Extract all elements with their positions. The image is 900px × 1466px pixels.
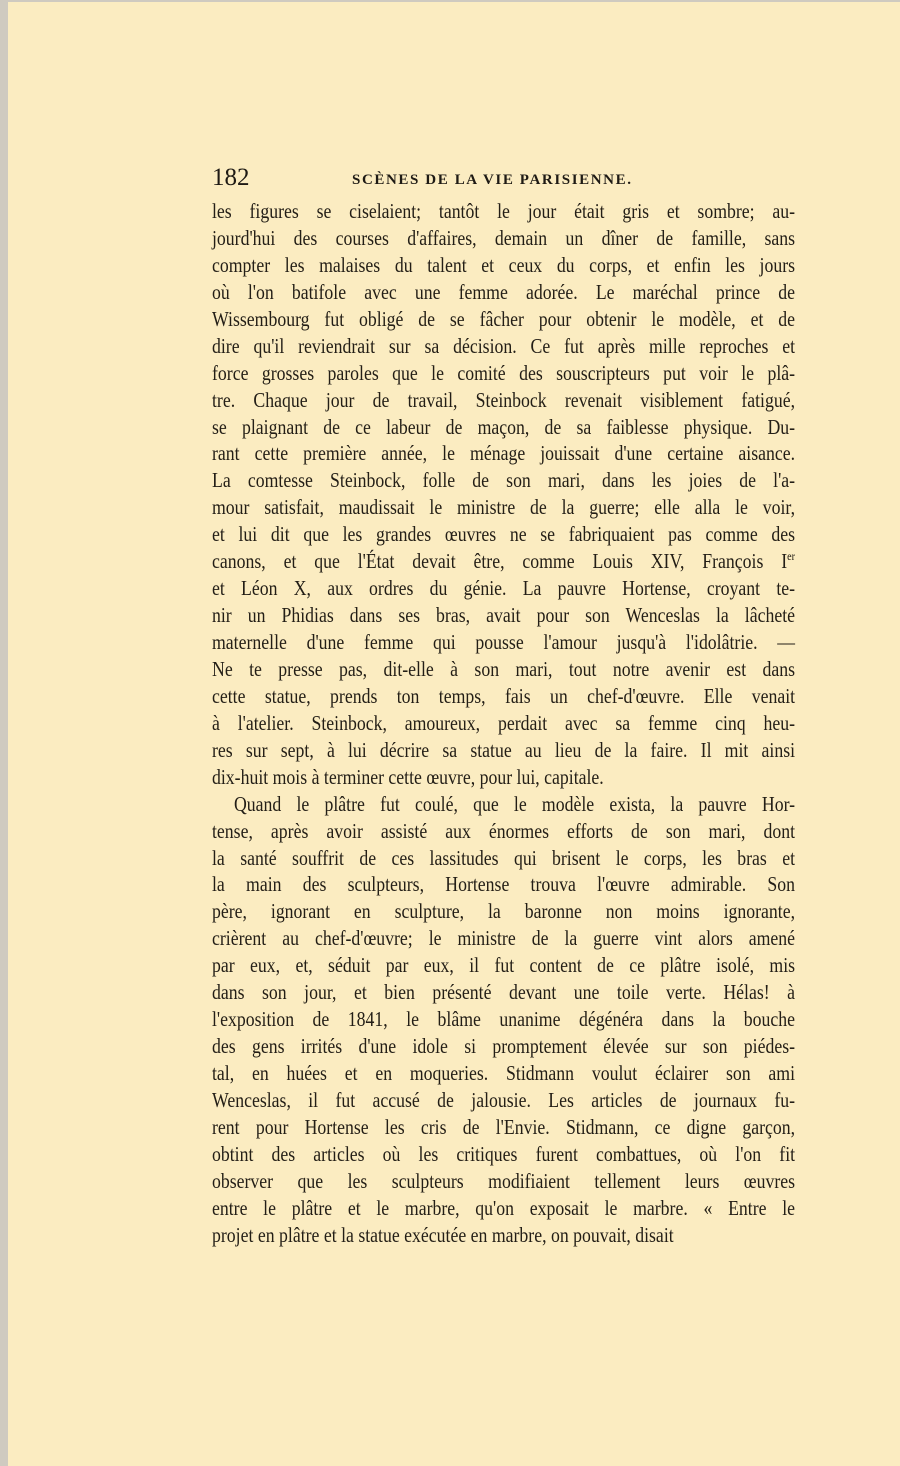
page-header <box>212 164 804 194</box>
line-text: jourd'hui des courses d'affaires, demain un dîner de famille, sans <box>212 225 796 250</box>
text-line <box>212 1006 795 1033</box>
line-text: crièrent au chef-d'œuvre; le ministre de la guerre vint alors amené <box>212 926 796 951</box>
text-line <box>212 1141 795 1168</box>
text-line <box>212 548 795 575</box>
text-line <box>212 494 795 521</box>
page-number: 182 <box>212 164 250 191</box>
line-text: Quand le plâtre fut coulé, que le modèle exista, la pauvre Hor- <box>233 791 796 816</box>
line-text: l'exposition de 1841, le blâme unanime dégénéra dans la bouche <box>212 1007 796 1032</box>
text-line <box>212 252 795 279</box>
line-text: Wenceslas, il fut accusé de jalousie. Les articles de journaux fu- <box>212 1087 796 1112</box>
line-text: rant cette première année, le ménage jouissait d'une certaine aisance. <box>212 441 796 466</box>
line-text: dans son jour, et bien présenté devant une toile verte. Hélas! à <box>212 980 796 1005</box>
line-text: mour satisfait, maudissait le ministre de la guerre; elle alla le voir, <box>212 495 796 520</box>
text-line <box>212 683 795 710</box>
text-line <box>212 198 795 225</box>
line-text: La comtesse Steinbock, folle de son mari, dans les joies de l'a- <box>212 468 796 493</box>
line-text: dire qu'il reviendrait sur sa décision. Ce fut après mille reproches et <box>212 333 796 358</box>
text-line <box>212 845 795 872</box>
line-text: rent pour Hortense les cris de l'Envie. Stidmann, ce digne garçon, <box>212 1114 796 1139</box>
line-text: père, ignorant en sculpture, la baronne non moins ignorante, <box>212 899 796 924</box>
text-line <box>212 575 795 602</box>
text-line <box>212 602 795 629</box>
text-line <box>212 656 795 683</box>
line-text: tre. Chaque jour de travail, Steinbock revenait visiblement fatigué, <box>212 387 796 412</box>
text-line <box>212 1114 795 1141</box>
line-text: par eux, et, séduit par eux, il fut content de ce plâtre isolé, mis <box>212 953 796 978</box>
line-text: et Léon X, aux ordres du génie. La pauvre Hortense, croyant te- <box>212 576 796 601</box>
text-line <box>212 925 795 952</box>
page-body <box>212 198 795 1249</box>
text-line <box>212 1168 795 1195</box>
line-text: nir un Phidias dans ses bras, avait pour son Wenceslas la lâcheté <box>212 603 796 628</box>
line-text: des gens irrités d'une idole si promptement élevée sur son piédes- <box>212 1034 796 1059</box>
line-text: maternelle d'une femme qui pousse l'amour jusqu'à l'idolâtrie. — <box>212 630 796 654</box>
superscript: er <box>787 549 796 564</box>
text-line <box>212 1195 795 1222</box>
line-text: observer que les sculpteurs modifiaient tellement leurs œuvres <box>212 1168 796 1193</box>
line-text: se plaignant de ce labeur de maçon, de sa faiblesse physique. Du- <box>212 414 796 439</box>
text-line <box>212 1222 795 1249</box>
line-text: Ne te presse pas, dit-elle à son mari, tout notre avenir est dans <box>212 656 796 681</box>
line-text: la santé souffrit de ces lassitudes qui brisent le corps, les bras et <box>212 845 796 870</box>
paragraph-2 <box>212 791 795 1249</box>
text-line <box>212 710 795 737</box>
text-line <box>212 791 795 818</box>
text-line <box>212 467 795 494</box>
text-line <box>212 1033 795 1060</box>
text-line <box>212 1087 795 1114</box>
text-line <box>212 360 795 387</box>
line-text: res sur sept, à lui décrire sa statue au lieu de la faire. Il mit ainsi <box>212 737 796 762</box>
text-line <box>212 818 795 845</box>
text-line <box>212 440 795 467</box>
text-line <box>212 279 795 306</box>
running-head: SCÈNES DE LA VIE PARISIENNE. <box>352 172 633 188</box>
text-line <box>212 979 795 1006</box>
line-text: à l'atelier. Steinbock, amoureux, perdait avec sa femme cinq heu- <box>212 710 796 735</box>
text-line <box>212 225 795 252</box>
line-text: obtint des articles où les critiques furent combattues, où l'on fit <box>212 1141 796 1166</box>
line-text: canons, et que l'État devait être, comme Louis XIV, François I <box>212 549 788 574</box>
line-text: projet en plâtre et la statue exécutée en marbre, on pouvait, disait <box>212 1222 674 1247</box>
text-line <box>212 521 795 548</box>
line-text: tense, après avoir assisté aux énormes efforts de son mari, dont <box>212 818 796 843</box>
text-line <box>212 737 795 764</box>
line-text: où l'on batifole avec une femme adorée. Le maréchal prince de <box>212 279 796 304</box>
text-line <box>212 871 795 898</box>
line-text: Wissembourg fut obligé de se fâcher pour obtenir le modèle, et de <box>212 306 796 331</box>
line-text: force grosses paroles que le comité des souscripteurs put voir le plâ- <box>212 360 796 385</box>
line-text: cette statue, prends ton temps, fais un chef-d'œuvre. Elle venait <box>212 683 796 708</box>
text-line <box>212 629 795 656</box>
line-text: la main des sculpteurs, Hortense trouva l'œuvre admirable. Son <box>212 872 796 897</box>
text-line <box>212 952 795 979</box>
text-line <box>212 898 795 925</box>
text-line <box>212 387 795 414</box>
paragraph-1 <box>212 198 795 791</box>
line-text: tal, en huées et en moqueries. Stidmann voulut éclairer son ami <box>212 1061 796 1085</box>
line-text: compter les malaises du talent et ceux du corps, et enfin les jours <box>212 252 796 277</box>
line-text: les figures se ciselaient; tantôt le jour était gris et sombre; au- <box>212 199 796 223</box>
text-line <box>212 414 795 441</box>
line-text: entre le plâtre et le marbre, qu'on exposait le marbre. « Entre le <box>212 1195 796 1220</box>
text-line <box>212 764 795 791</box>
text-line <box>212 306 795 333</box>
book-page <box>8 2 900 1466</box>
line-text: dix-huit mois à terminer cette œuvre, pour lui, capitale. <box>212 764 604 789</box>
line-text: et lui dit que les grandes œuvres ne se fabriquaient pas comme des <box>212 522 796 547</box>
text-line <box>212 333 795 360</box>
text-line <box>212 1060 795 1087</box>
